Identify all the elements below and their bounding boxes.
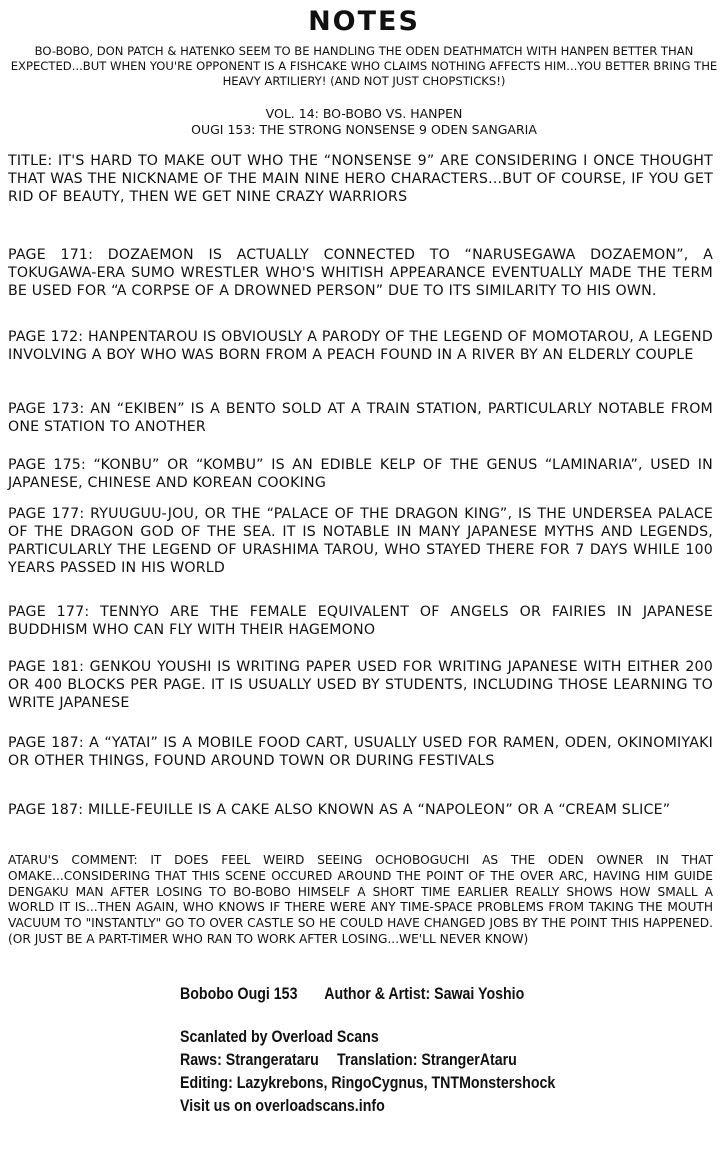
page-title: NOTES: [308, 6, 420, 37]
translator-comment: ATARU'S COMMENT: IT DOES FEEL WEIRD SEEING OCHOBOGUCHI AS THE ODEN OWNER IN THAT OMAKE...CONSIDERING THAT THIS SCENE OCCURED AROUND THE POINT OF THE OVER ARC, HAVING HIM GUIDE DENGAKU MAN AFTER LOSING TO BO-BOBO HIMSELF A SHORT TIME EARLIER REALLY SHOWS HOW SMALL A WORLD IT IS...THEN AGAIN, WHO KNOWS IF THERE WERE ANY TIME-SPACE PROBLEMS FROM TAKING THE MOUTH VACUUM TO "INSTANTLY" GO TO OVER CASTLE SO HE COULD HAVE CHANGED JOBS BY THE POINT THIS HAPPENED. (OR JUST BE A PART-TIMER WHO RAN TO WORK AFTER LOSING...WE'LL NEVER KNOW): [8, 853, 713, 946]
author-label: Author & Artist: Sawai Yoshio: [324, 985, 525, 1003]
note-page-172: PAGE 172: HANPENTAROU IS OBVIOUSLY A PARODY OF THE LEGEND OF MOMOTAROU, A LEGEND INVOLVING A BOY WHO WAS BORN FROM A PEACH FOUND IN A RIVER BY AN ELDERLY COUPLE: [8, 329, 713, 363]
translation-label: Translation: StrangerAtaru: [337, 1051, 517, 1069]
note-title: TITLE: IT'S HARD TO MAKE OUT WHO THE “NONSENSE 9” ARE CONSIDERING I ONCE THOUGHT THAT WAS THE NICKNAME OF THE MAIN NINE HERO CHARACTERS...BUT OF COURSE, IF YOU GET RID OF BEAUTY, THEN WE GET NINE CRAZY WARRIORS: [8, 153, 713, 205]
credits-editing: Editing: Lazykrebons, RingoCygnus, TNTMonstershock: [180, 1074, 556, 1092]
credits-scanlated: Scanlated by Overload Scans: [180, 1028, 379, 1046]
note-page-171: PAGE 171: DOZAEMON IS ACTUALLY CONNECTED TO “NARUSEGAWA DOZAEMON”, A TOKUGAWA-ERA SUMO WRESTLER WHO'S WHITISH APPEARANCE EVENTUALLY MADE THE TERM BE USED FOR “A CORPSE OF A DROWNED PERSON” DUE TO ITS SIMILARITY TO HIS OWN.: [8, 247, 713, 299]
credits-raws-line: [180, 1051, 517, 1070]
note-page-187-mille-feuille: PAGE 187: MILLE-FEUILLE IS A CAKE ALSO KNOWN AS A “NAPOLEON” OR A “CREAM SLICE”: [8, 802, 671, 818]
volume-line: VOL. 14: BO-BOBO VS. HANPEN: [265, 106, 463, 121]
note-page-177-tennyo: PAGE 177: TENNYO ARE THE FEMALE EQUIVALENT OF ANGELS OR FAIRIES IN JAPANESE BUDDHISM WHO CAN FLY WITH THEIR HAGEMONO: [8, 604, 713, 638]
series-label: Bobobo Ougi 153: [180, 985, 298, 1003]
note-page-175: PAGE 175: “KONBU” OR “KOMBU” IS AN EDIBLE KELP OF THE GENUS “LAMINARIA”, USED IN JAPANESE, CHINESE AND KOREAN COOKING: [8, 457, 713, 491]
raws-label: Raws: Strangerataru: [180, 1051, 319, 1069]
credits-visit: Visit us on overloadscans.info: [180, 1097, 385, 1115]
intro-paragraph: BO-BOBO, DON PATCH & HATENKO SEEM TO BE HANDLING THE ODEN DEATHMATCH WITH HANPEN BETTER THAN EXPECTED...BUT WHEN YOU'RE OPPONENT IS A FISHCAKE WHO CLAIMS NOTHING AFFECTS HIM...YOU BETTER BRING THE HEAVY ARTILIERY! (AND NOT JUST CHOPSTICKS!): [10, 44, 718, 88]
chapter-line: OUGI 153: THE STRONG NONSENSE 9 ODEN SANGARIA: [191, 122, 537, 137]
credits-series-line: [180, 985, 524, 1004]
volume-heading: [0, 106, 728, 138]
note-page-177-ryuuguu: PAGE 177: RYUUGUU-JOU, OR THE “PALACE OF THE DRAGON KING”, IS THE UNDERSEA PALACE OF THE DRAGON GOD OF THE SEA. IT IS NOTABLE IN MANY JAPANESE MYTHS AND LEGENDS, PARTICULARLY THE LEGEND OF URASHIMA TAROU, WHO STAYED THERE FOR 7 DAYS WHILE 100 YEARS PASSED IN HIS WORLD: [8, 506, 713, 576]
note-page-187-yatai: PAGE 187: A “YATAI” IS A MOBILE FOOD CART, USUALLY USED FOR RAMEN, ODEN, OKINOMIYAKI OR OTHER THINGS, FOUND AROUND TOWN OR DURING FESTIVALS: [8, 735, 713, 769]
note-page-181: PAGE 181: GENKOU YOUSHI IS WRITING PAPER USED FOR WRITING JAPANESE WITH EITHER 200 OR 400 BLOCKS PER PAGE. IT IS USUALLY USED BY STUDENTS, INCLUDING THOSE LEARNING TO WRITE JAPANESE: [8, 659, 713, 711]
note-page-173: PAGE 173: AN “EKIBEN” IS A BENTO SOLD AT A TRAIN STATION, PARTICULARLY NOTABLE FROM ONE STATION TO ANOTHER: [8, 401, 713, 435]
